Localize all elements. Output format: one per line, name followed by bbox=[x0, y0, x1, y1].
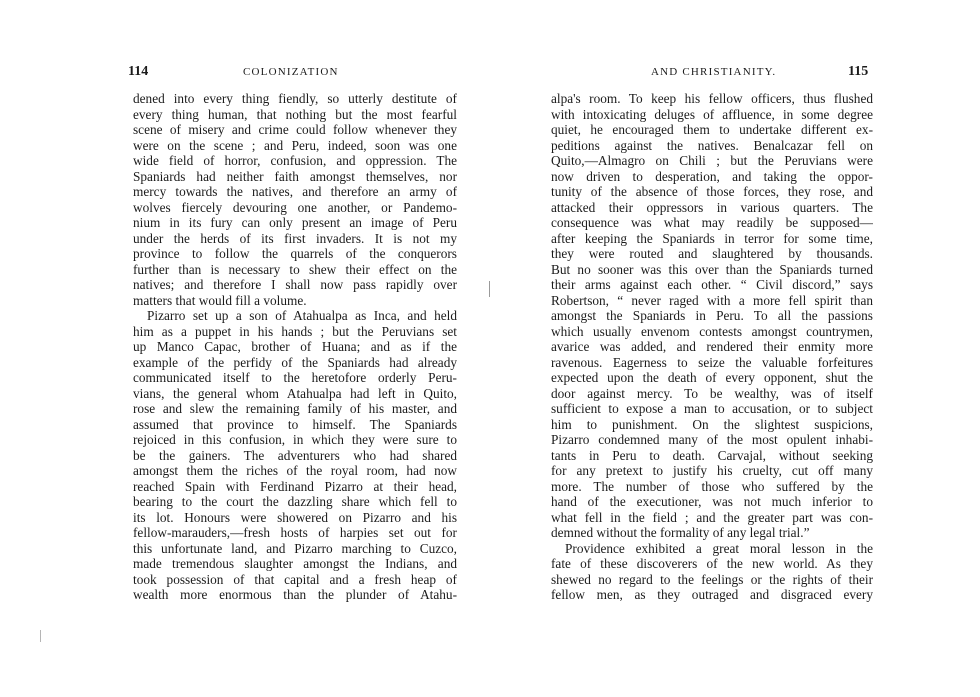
text-line: him to punishment. On the slightest suspicions, bbox=[551, 416, 873, 432]
text-line: bearing to the court the dazzling share which fell to bbox=[133, 494, 457, 509]
text-line: ravenous. Eagerness to seize the valuable forfeitures bbox=[551, 354, 873, 370]
text-line: rejoiced in this confusion, in which they were sure to bbox=[133, 432, 457, 447]
text-line: shewed no regard to the feelings or the rights of their bbox=[551, 571, 873, 587]
right-running-head: AND CHRISTIANITY. bbox=[651, 66, 777, 78]
text-line: for any pretext to justify his cruelty, cut off many bbox=[551, 463, 873, 478]
text-line: province to follow the quarrels of the conquerors bbox=[133, 246, 457, 261]
right-body-text bbox=[551, 91, 873, 603]
text-line: amongst them the riches of the royal room, had now bbox=[133, 463, 457, 478]
text-line: mercy towards the natives, and therefore an army of bbox=[133, 184, 457, 199]
text-line: Pizarro set up a son of Atahualpa as Inca, and held bbox=[147, 308, 457, 323]
text-line: Pizarro condemned many of the most opulent inhabi- bbox=[551, 432, 873, 447]
left-running-head: COLONIZATION bbox=[243, 66, 339, 78]
text-line: consequence was what may readily be supposed— bbox=[551, 215, 873, 230]
text-line: fellow men, as they outraged and disgraced every bbox=[551, 587, 873, 602]
text-line: nium in its fury can only present an image of Peru bbox=[133, 215, 457, 230]
text-line: tunity of the absence of those forces, they rose, and bbox=[551, 184, 873, 199]
text-line: expected upon the death of every opponent, shut the bbox=[551, 370, 873, 385]
gutter-mark bbox=[489, 281, 490, 297]
text-line: dened into every thing fiendly, so utterly destitute of bbox=[133, 91, 457, 106]
text-line: wolves fiercely devouring one another, or Pandemo- bbox=[133, 199, 457, 215]
text-line: more. The number of those who suffered by the bbox=[551, 478, 873, 494]
text-line: sufficient to expose a man to accusation, or to subject bbox=[551, 401, 873, 416]
text-line: Quito,—Almagro on Chili ; but the Peruvians were bbox=[551, 153, 873, 168]
text-line: this unfortunate land, and Pizarro marching to Cuzco, bbox=[133, 540, 457, 556]
text-line: be the gainers. The adventurers who had shared bbox=[133, 447, 457, 463]
text-line: what fell in the field ; and the greater part was con- bbox=[551, 509, 873, 525]
text-line: But no sooner was this over than the Spaniards turned bbox=[551, 261, 873, 277]
text-line: assumed that province to himself. The Spaniards bbox=[133, 416, 457, 432]
left-page-number: 114 bbox=[128, 64, 149, 79]
text-line: vians, the general whom Atahualpa had left in Quito, bbox=[133, 385, 457, 401]
text-line: him as a puppet in his hands ; but the Peruvians set bbox=[133, 323, 457, 339]
text-line: under the herds of its first invaders. It is not my bbox=[133, 230, 457, 246]
text-line: alpa's room. To keep his fellow officers, thus flushed bbox=[551, 91, 873, 106]
text-line: communicated itself to the heretofore orderly Peru- bbox=[133, 370, 457, 385]
right-page-number: 115 bbox=[848, 64, 869, 79]
text-line: further than is necessary to shew their effect on the bbox=[133, 261, 457, 277]
text-line: quiet, he encouraged them to undertake different ex- bbox=[551, 122, 873, 137]
text-line: amongst the Spaniards in Peru. To all the passions bbox=[551, 308, 873, 323]
text-line: door against mercy. To be wealthy, was of itself bbox=[551, 385, 873, 401]
text-line: took possession of that capital and a fresh heap of bbox=[133, 571, 457, 587]
text-line: hand of the executioner, was not much inferior to bbox=[551, 494, 873, 509]
text-line: up Manco Capac, brother of Huana; and as if the bbox=[133, 339, 457, 354]
text-line: after keeping the Spaniards in terror for some time, bbox=[551, 230, 873, 246]
text-line: wide field of horror, confusion, and oppression. The bbox=[133, 153, 457, 168]
text-line: avarice was added, and rendered their enmity more bbox=[551, 339, 873, 354]
text-line: every thing human, that nothing but the most fearful bbox=[133, 106, 457, 122]
text-line: example of the perfidy of the Spaniards had already bbox=[133, 354, 457, 370]
text-line: Robertson, “ never raged with a more fell spirit than bbox=[551, 292, 873, 308]
text-line: with intoxicating deluges of affluence, in some degree bbox=[551, 106, 873, 122]
text-line: were on the scene ; and Peru, indeed, soon was one bbox=[133, 137, 457, 153]
left-body-text bbox=[133, 91, 457, 603]
text-line: fate of these discoverers of the new world. As they bbox=[551, 556, 873, 571]
text-line: rose and slew the remaining family of his master, and bbox=[133, 401, 457, 416]
text-line: they were routed and slaughtered by thousands. bbox=[551, 246, 873, 261]
scan-mark bbox=[40, 630, 41, 642]
text-line: made tremendous slaughter amongst the Indians, and bbox=[133, 556, 457, 571]
text-line: demned without the formality of any legal trial.” bbox=[551, 525, 810, 540]
text-line: matters that would fill a volume. bbox=[133, 292, 307, 308]
text-line: their arms against each other. “ Civil discord,” says bbox=[551, 277, 873, 292]
text-line: scene of misery and crime could follow whenever they bbox=[133, 122, 457, 137]
text-line: Spaniards had neither faith amongst themselves, nor bbox=[133, 168, 457, 184]
text-line: fellow-marauders,—fresh hosts of harpies set out for bbox=[133, 525, 457, 540]
text-line: wealth more enormous than the plunder of Atahu- bbox=[133, 587, 457, 602]
text-line: tants in Peru to death. Carvajal, without seeking bbox=[551, 447, 873, 463]
text-line: natives; and therefore I shall now pass rapidly over bbox=[133, 277, 457, 292]
text-line: reached Spain with Ferdinand Pizarro at their head, bbox=[133, 478, 457, 494]
text-line: peditions against the natives. Benalcazar fell on bbox=[551, 137, 873, 153]
text-line: now driven to desperation, and taking the oppor- bbox=[551, 168, 873, 184]
text-line: its lot. Honours were showered on Pizarro and his bbox=[133, 509, 457, 525]
text-line: which usually envenom contests amongst countrymen, bbox=[551, 323, 873, 339]
text-line: Providence exhibited a great moral lesson in the bbox=[565, 540, 873, 556]
right-page bbox=[490, 0, 980, 697]
text-line: attacked their oppressors in various quarters. The bbox=[551, 199, 873, 215]
